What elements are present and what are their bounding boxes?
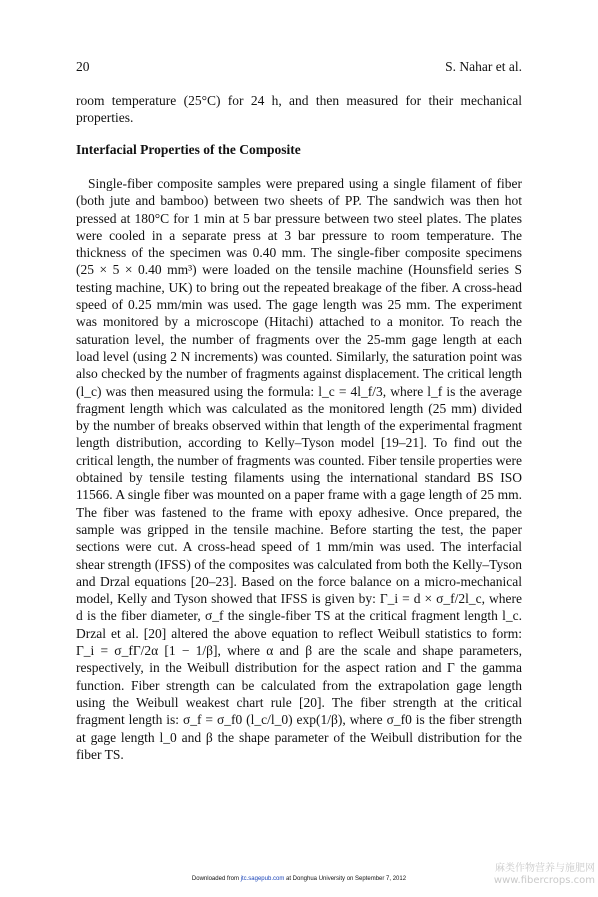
footer-prefix: Downloaded from (191, 876, 241, 882)
intro-paragraph: room temperature (25°C) for 24 h, and then measured for their mechanical properties. (76, 93, 522, 126)
running-header (76, 59, 522, 77)
watermark (470, 863, 595, 887)
watermark-line2: www.fibercrops.com (493, 875, 595, 886)
page-number: 20 (76, 59, 90, 74)
body-paragraph: Single-fiber composite samples were prepared using a single filament of fiber (both jute and bamboo) between two sheets of PP. The sandwich was then hot pressed at 180°C for 1 min at 5 bar pressure between two steel plates. The plates were cooled in a separate press at 3 bar pressure to room temperature. The thickness of the specimen was 0.40 mm. The single-fiber composite specimens (25 × 5 × 0.40 mm³) were loaded on the tensile machine (Hounsfield series S testing machine, UK) to bring out the repeated breakage of the fiber. A cross-head speed of 0.25 mm/min was used. The gage length was 25 mm. The experiment was monitored by a microscope (Hitachi) attached to a monitor. To reach the saturation level, the number of fragments over the 25-mm gage length at each load level (using 2 N increments) was counted. Similarly, the saturation point was also checked by the number of fragments against displacement. The critical length (l_c) was then measured using the formula: l_c = 4l_f/3, where l_f is the average fragment length which was calculated as the monitored length (25 mm) divided by the number of breaks observed within that length of the experimental fragment length distribution, according to Kelly–Tyson model [19–21]. To find out the critical length, the number of fragments was counted. Fiber tensile properties were obtained by tensile testing filaments using the international standard BS ISO 11566. A single fiber was mounted on a paper frame with a gage length of 25 mm. The fiber was fastened to the frame with epoxy adhesive. Once prepared, the sample was gripped in the tensile machine. Before starting the test, the paper sections were cut. A cross-head speed of 1 mm/min was used. The interfacial shear strength (IFSS) of the composites was calculated from both the Kelly–Tyson and Drzal equations [20–23]. Based on the force balance on a micro-mechanical model, Kelly and Tyson showed that IFSS is given by: Γ_i = d × σ_f/2l_c, where d is the fiber diameter, σ_f the single-fiber TS at the critical fragment length l_c. Drzal et al. [20] altered the above equation to reflect Weibull statistics to form: Γ_i = σ_fΓ/2α [1 − 1/β], where α and β are the scale and shape parameters, respectively, in the Weibull distribution for the aspect ration and Γ the gamma function. Fiber strength can be calculated from the extrapolation gage length using the Weibull weakest chart rule [20]. The fiber strength at the critical fragment length is: σ_f = σ_f0 (l_c/l_0) exp(1/β), where σ_f0 is the fiber strength at gage length l_0 and β the shape parameter of the Weibull distribution for the fiber TS. (76, 176, 522, 762)
watermark-line1: 麻类作物营养与施肥网 (495, 863, 595, 874)
section-heading: Interfacial Properties of the Composite (76, 142, 301, 157)
footer-suffix: at Donghua University on September 7, 2012 (284, 876, 407, 882)
footer-link[interactable]: jtc.sagepub.com (240, 876, 285, 882)
running-author: S. Nahar et al. (445, 59, 522, 74)
